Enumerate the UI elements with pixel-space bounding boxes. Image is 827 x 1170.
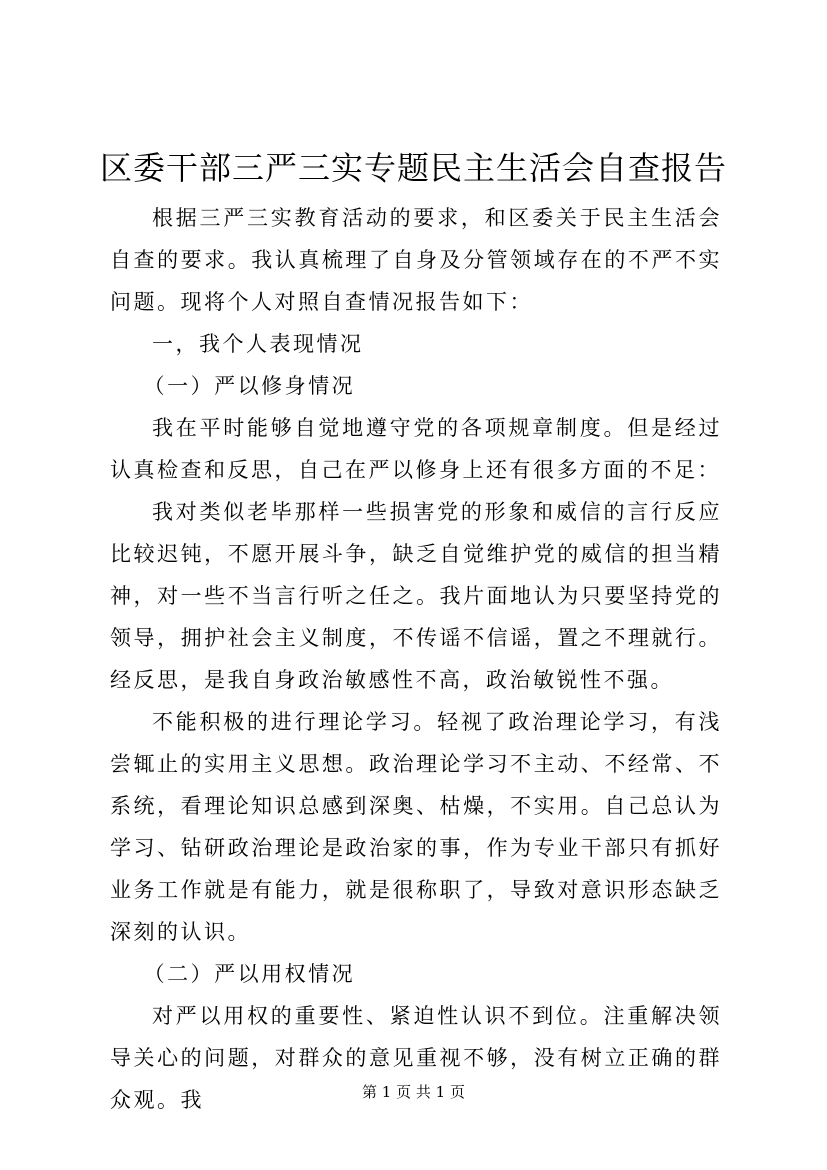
paragraph-use-of-power: 对严以用权的重要性、紧迫性认识不到位。注重解决领导关心的问题，对群众的意见重视不够，没有树立正确的群众观。我 (110, 1004, 722, 1112)
paragraph-self-discipline: 我在平时能够自觉地遵守党的各项规章制度。但是经过认真检查和反思，自己在严以修身上还有很多方面的不足： (110, 416, 722, 482)
heading-subsection-2: （二）严以用权情况 (143, 962, 356, 986)
heading-subsection-1: （一）严以修身情况 (143, 374, 356, 398)
document-body (110, 197, 722, 1121)
paragraph-intro: 根据三严三实教育活动的要求，和区委关于民主生活会自查的要求。我认真梳理了自身及分管领域存在的不严不实问题。现将个人对照自查情况报告如下： (110, 206, 722, 314)
page-footer: 第 1 页 共 1 页 (362, 1083, 465, 1101)
paragraph-theory-study: 不能积极的进行理论学习。轻视了政治理论学习，有浅尝辄止的实用主义思想。政治理论学习不主动、不经常、不系统，看理论知识总感到深奥、枯燥，不实用。自己总认为学习、钻研政治理论是政治家的事，作为专业干部只有抓好业务工作就是有能力，就是很称职了，导致对意识形态缺乏深刻的认识。 (110, 710, 722, 944)
heading-section-1: 一，我个人表现情况 (152, 332, 364, 356)
paragraph-political-sensitivity: 我对类似老毕那样一些损害党的形象和威信的言行反应比较迟钝，不愿开展斗争，缺乏自觉维护党的威信的担当精神，对一些不当言行听之任之。我片面地认为只要坚持党的领导，拥护社会主义制度，不传谣不信谣，置之不理就行。经反思，是我自身政治敏感性不高，政治敏锐性不强。 (110, 500, 722, 692)
document-title: 区委干部三严三实专题民主生活会自查报告 (99, 149, 727, 187)
